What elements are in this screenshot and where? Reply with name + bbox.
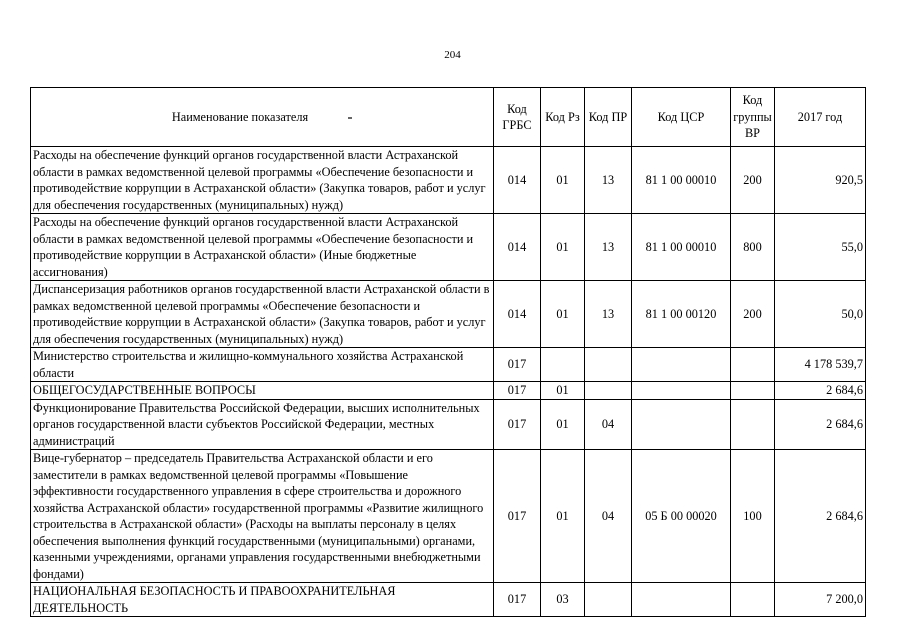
row-grbs: 014 (494, 147, 541, 214)
row-vr: 200 (731, 147, 775, 214)
row-csr: 81 1 00 00120 (632, 281, 731, 348)
table-row (31, 583, 866, 617)
row-csr (632, 348, 731, 382)
row-amount: 920,5 (775, 147, 866, 214)
row-rz: 03 (541, 583, 585, 617)
header-grbs: Код ГРБС (494, 88, 541, 147)
row-rz: 01 (541, 382, 585, 400)
header-name: Наименование показателя (31, 88, 494, 147)
row-name: Функционирование Правительства Российской Федерации, высших исполнительных органов государственной власти субъектов Российской Федерации, местных администраций (31, 399, 494, 450)
row-csr (632, 583, 731, 617)
scan-mark (348, 117, 352, 119)
row-name: Расходы на обеспечение функций органов государственной власти Астраханской области в рамках ведомственной целевой программы «Обеспечение безопасности и противодействие коррупции в Астраханской области» (Закупка товаров, работ и услуг для обеспечения государственных (муниципальных) нужд) (31, 147, 494, 214)
table-row (31, 147, 866, 214)
table-row (31, 399, 866, 450)
table-row (31, 382, 866, 400)
row-csr: 81 1 00 00010 (632, 214, 731, 281)
row-amount: 7 200,0 (775, 583, 866, 617)
row-grbs: 014 (494, 214, 541, 281)
row-vr (731, 399, 775, 450)
row-vr (731, 348, 775, 382)
row-amount: 4 178 539,7 (775, 348, 866, 382)
table-row (31, 348, 866, 382)
page-number: 204 (444, 49, 461, 61)
row-name: Министерство строительства и жилищно-коммунального хозяйства Астраханской области (31, 348, 494, 382)
row-name: ОБЩЕГОСУДАРСТВЕННЫЕ ВОПРОСЫ (31, 382, 494, 400)
row-csr (632, 382, 731, 400)
row-vr (731, 583, 775, 617)
row-rz: 01 (541, 281, 585, 348)
row-grbs: 017 (494, 583, 541, 617)
row-csr: 81 1 00 00010 (632, 147, 731, 214)
row-pr: 13 (585, 281, 632, 348)
header-vr: Код группы ВР (731, 88, 775, 147)
row-grbs: 017 (494, 348, 541, 382)
row-pr: 04 (585, 399, 632, 450)
row-pr: 13 (585, 214, 632, 281)
row-vr: 100 (731, 450, 775, 583)
table-row (31, 281, 866, 348)
row-grbs: 014 (494, 281, 541, 348)
table-header-row (31, 88, 866, 147)
row-pr (585, 348, 632, 382)
row-pr: 13 (585, 147, 632, 214)
row-pr: 04 (585, 450, 632, 583)
row-vr: 800 (731, 214, 775, 281)
row-rz: 01 (541, 214, 585, 281)
row-pr (585, 382, 632, 400)
row-name: Вице-губернатор – председатель Правительства Астраханской области и его заместители в рамках ведомственной целевой программы «Повышение эффективности государственного управления в сфере строительства и дорожного хозяйства Астраханской области» государственной программы «Развитие жилищного строительства в Астраханской области» (Расходы на выплаты персоналу в целях обеспечения выполнения функций государственными (муниципальными) органами, казенными учреждениями, органами управления государственными внебюджетными фондами) (31, 450, 494, 583)
row-grbs: 017 (494, 399, 541, 450)
row-amount: 2 684,6 (775, 399, 866, 450)
row-rz: 01 (541, 147, 585, 214)
row-vr: 200 (731, 281, 775, 348)
table-row (31, 450, 866, 583)
header-year: 2017 год (775, 88, 866, 147)
budget-table (30, 87, 866, 617)
row-amount: 50,0 (775, 281, 866, 348)
table-row (31, 214, 866, 281)
row-rz: 01 (541, 450, 585, 583)
row-grbs: 017 (494, 450, 541, 583)
row-name: Диспансеризация работников органов государственной власти Астраханской области в рамках ведомственной целевой программы «Обеспечение безопасности и противодействие коррупции в Астраханской области» (Закупка товаров, работ и услуг для обеспечения государственных (муниципальных) нужд) (31, 281, 494, 348)
header-pr: Код ПР (585, 88, 632, 147)
row-amount: 55,0 (775, 214, 866, 281)
row-amount: 2 684,6 (775, 382, 866, 400)
row-csr: 05 Б 00 00020 (632, 450, 731, 583)
row-pr (585, 583, 632, 617)
row-rz: 01 (541, 399, 585, 450)
row-name: Расходы на обеспечение функций органов государственной власти Астраханской области в рамках ведомственной целевой программы «Обеспечение безопасности и противодействие коррупции в Астраханской области» (Иные бюджетные ассигнования) (31, 214, 494, 281)
row-vr (731, 382, 775, 400)
row-grbs: 017 (494, 382, 541, 400)
header-csr: Код ЦСР (632, 88, 731, 147)
row-rz (541, 348, 585, 382)
row-amount: 2 684,6 (775, 450, 866, 583)
row-csr (632, 399, 731, 450)
header-rz: Код Рз (541, 88, 585, 147)
row-name: НАЦИОНАЛЬНАЯ БЕЗОПАСНОСТЬ И ПРАВООХРАНИТЕЛЬНАЯ ДЕЯТЕЛЬНОСТЬ (31, 583, 494, 617)
